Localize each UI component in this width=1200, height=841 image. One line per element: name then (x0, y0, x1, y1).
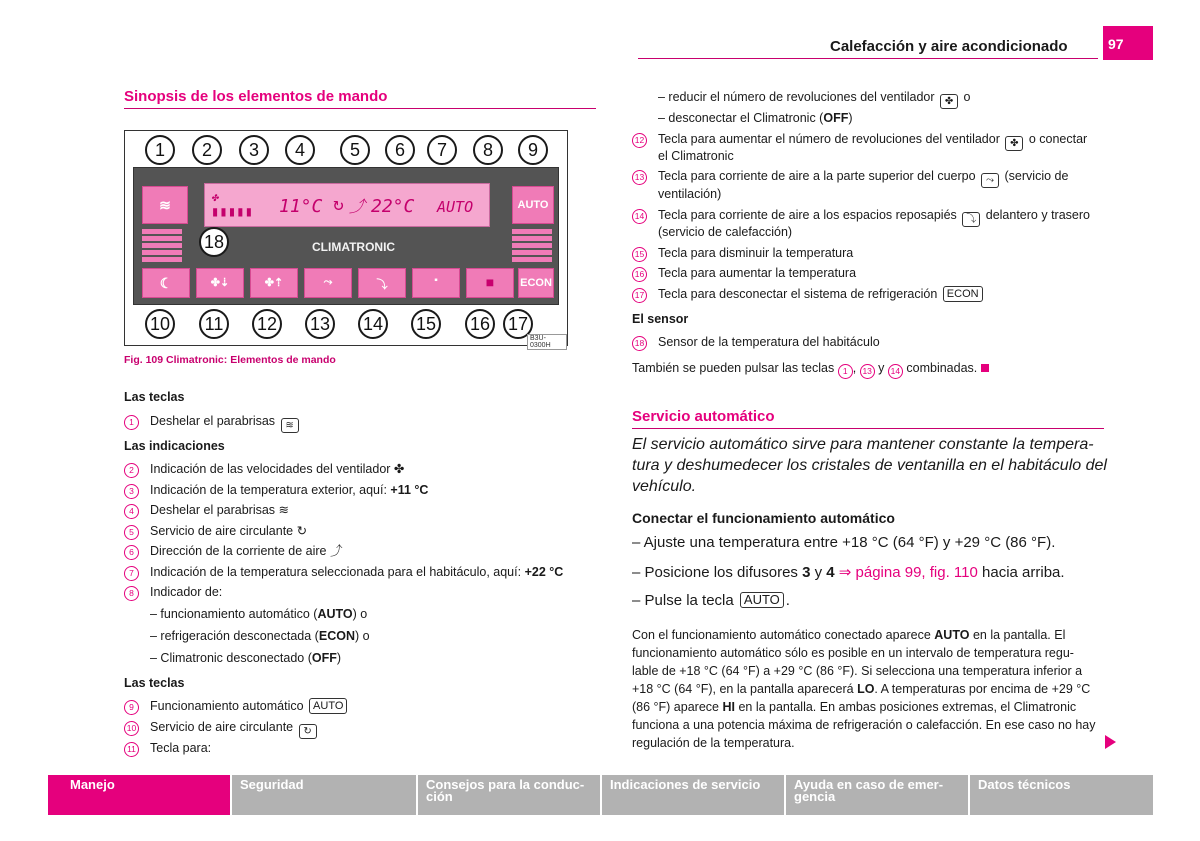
air-foot-key-icon: ⤵ (962, 212, 980, 227)
item-1-text: Deshelar el parabrisas ≋ (150, 412, 301, 433)
nav-manejo[interactable]: Manejo (48, 775, 230, 815)
item-number: 13 (632, 170, 647, 185)
para-line: regulación de la temperatura. (632, 736, 795, 750)
callout-7: 7 (427, 135, 457, 165)
air-direction-icon: ⤴ (349, 197, 366, 216)
heading-indicaciones: Las indicaciones (124, 439, 225, 453)
temp-up-button (466, 268, 514, 298)
item-number: 15 (632, 247, 647, 262)
sub-8-auto: – funcionamiento automático (AUTO) o (150, 607, 368, 621)
nav-ayuda[interactable]: Ayuda en caso de emer- gencia (786, 775, 968, 815)
callout-1: 1 (145, 135, 175, 165)
fan-up-icon: ✤⇡ (264, 277, 284, 289)
fan-icon: ✤ (211, 190, 219, 204)
item-13-line1: Tecla para corriente de aire a la parte superior del cuerpo ⤳ (servicio de (658, 169, 1069, 186)
fan-down-button (196, 268, 244, 298)
item-13-line2: ventilación) (658, 187, 722, 201)
item-number: 4 (124, 504, 139, 519)
auto-key: AUTO (309, 698, 347, 714)
climatronic-display (204, 183, 490, 227)
nav-consejos[interactable]: Consejos para la conduc- ción (418, 775, 600, 815)
page-header-title: Calefacción y aire acondicionado (830, 38, 1068, 55)
header-rule (638, 58, 1098, 59)
callout-15: 15 (411, 309, 441, 339)
vent-grille-left (142, 228, 182, 262)
econ-button (518, 268, 554, 298)
callout-2: 2 (192, 135, 222, 165)
item-number: 1 (124, 415, 139, 430)
item-number: 17 (632, 288, 647, 303)
page-link[interactable]: ⇒ página 99, fig. 110 (834, 564, 978, 581)
display-temp-exterior: 11°C (279, 196, 323, 217)
item-number: 11 (124, 742, 139, 757)
fan-key-icon: ✤ (1005, 136, 1023, 151)
item-number: 18 (632, 336, 647, 351)
item-11-text: Tecla para: (150, 741, 212, 755)
sub-8-off: – Climatronic desconectado (OFF) (150, 651, 342, 665)
para-line: lable de +18 °C (64 °F) a +29 °C (86 °F). Si selecciona una temperatura inferior a (632, 664, 1083, 678)
fan-off-button (142, 268, 190, 298)
item-number: 9 (124, 700, 139, 715)
para-line: +18 °C (64 °F), en la pantalla aparecerá LO. A temperaturas por encima de +29 °C (632, 682, 1091, 696)
step-3: – Pulse la tecla AUTO . (632, 592, 790, 609)
econ-button-label: ECON (520, 277, 552, 289)
item-number: 16 (632, 267, 647, 282)
callout-9: 9 (518, 135, 548, 165)
air-upper-key-icon: ⤳ (981, 173, 999, 188)
item-12-line1: Tecla para aumentar el número de revoluciones del ventilador ✤ o conectar (658, 132, 1088, 149)
air-upper-button (304, 268, 352, 298)
callout-11: 11 (199, 309, 229, 339)
callout-16: 16 (465, 309, 495, 339)
item-14-line2: (servicio de calefacción) (658, 225, 793, 239)
item-8-text: Indicador de: (150, 585, 223, 599)
para-line: funciona a una potencia máxima de refrigeración o calefacción. En ese caso no hay (632, 718, 1096, 732)
recirculation-key-icon: ↻ (299, 724, 317, 739)
heading-connect-auto: Conectar el funcionamiento automático (632, 510, 895, 526)
heading-teclas-2: Las teclas (124, 676, 185, 690)
item-2-text: Indicación de las velocidades del ventilador ✤ (150, 462, 405, 476)
item-9-text: Funcionamiento automático AUTO (150, 697, 349, 715)
air-foot-icon: ⤵ (376, 279, 388, 291)
recirculation-icon: ↻ (296, 524, 308, 538)
item-number: 2 (124, 463, 139, 478)
display-mode: AUTO (437, 198, 474, 216)
callout-12: 12 (252, 309, 282, 339)
recirculation-icon: ↻ (333, 194, 344, 215)
inline-num: 14 (888, 364, 903, 379)
nav-indicaciones-servicio[interactable]: Indicaciones de servicio (602, 775, 784, 815)
para-line: Con el funcionamiento automático conectado aparece AUTO en la pantalla. El (632, 628, 1066, 642)
callout-14: 14 (358, 309, 388, 339)
item-number: 8 (124, 586, 139, 601)
item-number: 3 (124, 484, 139, 499)
sub-8-econ: – refrigeración desconectada (ECON) o (150, 629, 370, 643)
callout-5: 5 (340, 135, 370, 165)
section-title-sinopsis: Sinopsis de los elementos de mando (124, 88, 388, 105)
intro-text: El servicio automático sirve para mantener constante la tempera-tura y deshumedecer los cristales de ventanilla en el habitáculo del vehículo. (632, 436, 1107, 495)
air-direction-icon: ⤴ (329, 544, 343, 558)
inline-num: 13 (860, 364, 875, 379)
vent-grille-right (512, 228, 552, 262)
fan-key-icon: ✤ (940, 94, 958, 109)
item-16-text: Tecla para aumentar la temperatura (658, 266, 857, 280)
item-4-text: Deshelar el parabrisas ≋ (150, 503, 290, 517)
sub-11b: – desconectar el Climatronic (OFF) (658, 111, 853, 125)
figure-image-id: B3U-0300H (527, 334, 567, 350)
para-line: (86 °F) aparece HI en la pantalla. En ambas posiciones extremas, el Climatronic (632, 700, 1077, 714)
callout-13: 13 (305, 309, 335, 339)
nav-seguridad[interactable]: Seguridad (232, 775, 416, 815)
item-18-text: Sensor de la temperatura del habitáculo (658, 335, 880, 349)
callout-8: 8 (473, 135, 503, 165)
auto-key: AUTO (740, 592, 784, 608)
item-3-text: Indicación de la temperatura exterior, aquí: +11 °C (150, 483, 429, 497)
air-upper-icon: ⤳ (323, 276, 333, 288)
temp-down-icon: ▪ (434, 275, 438, 286)
combined-keys-note: También se pueden pulsar las teclas 1 , 13 y 14 combinadas. (632, 359, 989, 379)
section-title-servicio: Servicio automático (632, 408, 775, 425)
item-number: 5 (124, 525, 139, 540)
moon-icon: ☾ (159, 275, 173, 291)
auto-mode-paragraph (632, 626, 1106, 752)
para-line: funcionamiento automático sólo es posible en un intervalo de temperatura regu- (632, 646, 1074, 660)
nav-datos-tecnicos[interactable]: Datos técnicos (970, 775, 1153, 815)
temp-down-button (412, 268, 460, 298)
item-number: 14 (632, 209, 647, 224)
item-17-text: Tecla para desconectar el sistema de refrigeración ECON (658, 285, 985, 303)
callout-17: 17 (503, 309, 533, 339)
climatronic-figure (124, 130, 568, 349)
item-number: 6 (124, 545, 139, 560)
fan-down-icon: ✤⇣ (210, 277, 230, 289)
defrost-key-icon: ≋ (281, 418, 299, 433)
item-5-text: Servicio de aire circulante ↻ (150, 524, 308, 538)
heading-teclas: Las teclas (124, 390, 185, 404)
end-marker (981, 364, 989, 372)
item-15-text: Tecla para disminuir la temperatura (658, 246, 854, 260)
fan-speed-bars: ▮▮▮▮▮ (211, 204, 254, 220)
item-12-line2: el Climatronic (658, 149, 734, 163)
inline-num: 1 (838, 364, 853, 379)
defrost-icon: ≋ (159, 197, 171, 213)
item-number: 12 (632, 133, 647, 148)
callout-3: 3 (239, 135, 269, 165)
callout-18: 18 (199, 227, 229, 257)
step-1: – Ajuste una temperatura entre +18 °C (64 °F) y +29 °C (86 °F). (632, 534, 1056, 551)
defrost-button (142, 186, 188, 224)
item-6-text: Dirección de la corriente de aire ⤴ (150, 544, 343, 558)
temp-up-icon: ■ (485, 274, 495, 290)
item-number: 10 (124, 721, 139, 736)
section-rule (124, 108, 596, 109)
callout-4: 4 (285, 135, 315, 165)
step-2: – Posicione los difusores 3 y 4 ⇒ página 99, fig. 110 hacia arriba. (632, 564, 1065, 581)
climatronic-panel (133, 167, 559, 305)
callout-10: 10 (145, 309, 175, 339)
fan-icon: ✤ (393, 462, 405, 476)
figure-caption: Fig. 109 Climatronic: Elementos de mando (124, 354, 336, 366)
item-10-text: Servicio de aire circulante ↻ (150, 718, 319, 739)
sub-11a: – reducir el número de revoluciones del ventilador ✤ o (658, 90, 971, 107)
econ-key: ECON (943, 286, 983, 302)
panel-label: CLIMATRONIC (312, 240, 396, 254)
item-14-line1: Tecla para corriente de aire a los espacios reposapiés ⤵ delantero y trasero (658, 208, 1090, 225)
auto-button-label: AUTO (517, 199, 549, 211)
item-7-text: Indicación de la temperatura seleccionada para el habitáculo, aquí: +22 °C (150, 565, 564, 579)
display-temp-selected: 22°C (371, 196, 415, 217)
defrost-icon: ≋ (278, 503, 290, 517)
air-foot-button (358, 268, 406, 298)
heading-sensor: El sensor (632, 312, 689, 326)
callout-6: 6 (385, 135, 415, 165)
next-page-arrow-icon[interactable] (1105, 735, 1116, 749)
fan-up-button (250, 268, 298, 298)
auto-button (512, 186, 554, 224)
item-number: 7 (124, 566, 139, 581)
page-number: 97 (1103, 26, 1153, 60)
section-rule (632, 428, 1104, 429)
